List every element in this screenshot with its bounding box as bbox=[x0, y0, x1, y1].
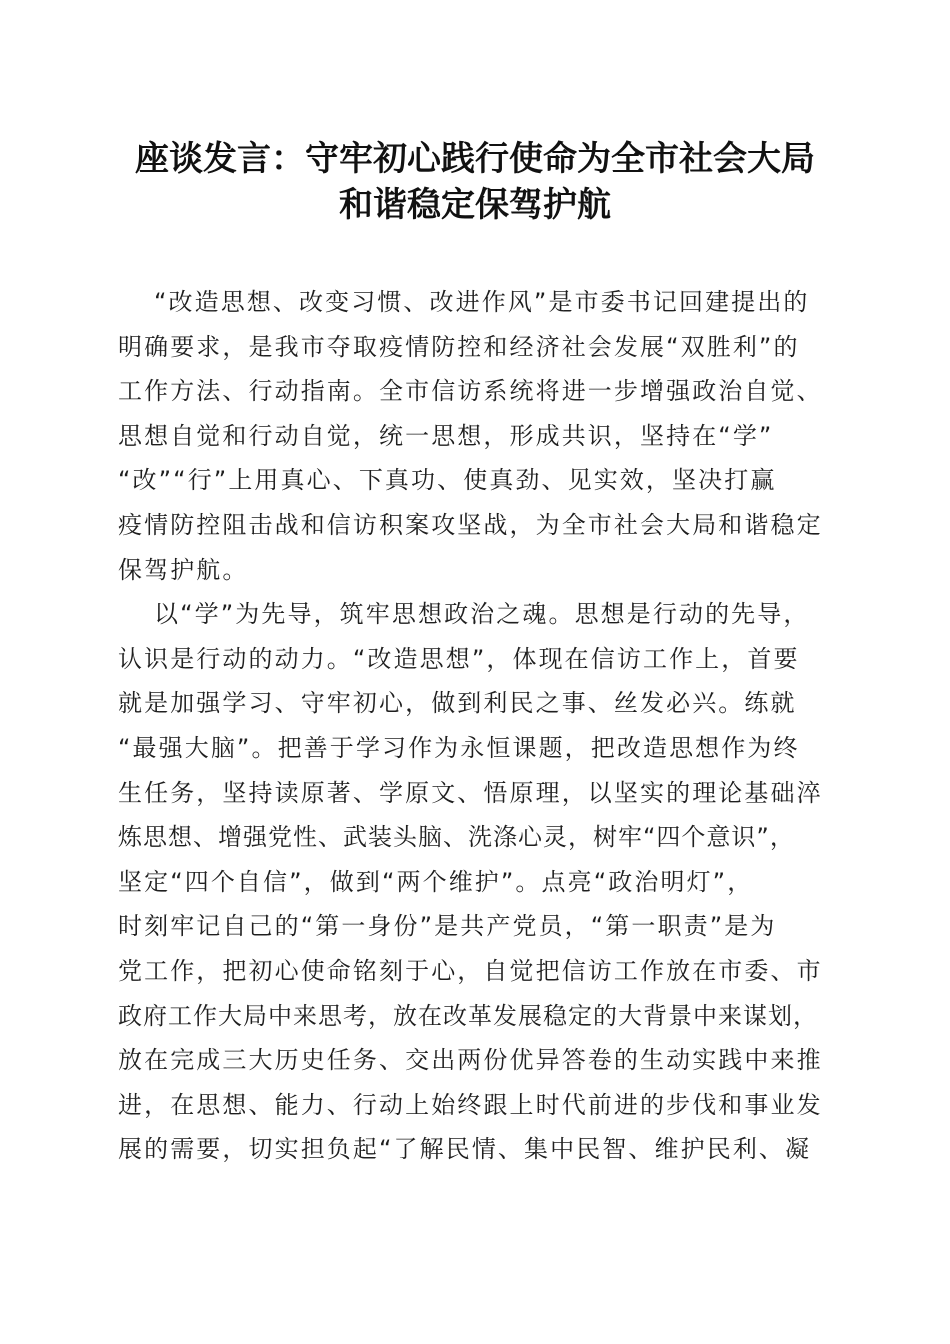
text-line: “改”“行”上用真心、下真功、使真劲、见实效，坚决打赢 bbox=[118, 466, 777, 495]
title-line-2: 和谐稳定保驾护航 bbox=[339, 185, 611, 225]
text-line: 坚定“四个自信”，做到“两个维护”。点亮“政治明灯”， bbox=[118, 867, 754, 896]
text-line: “最强大脑”。把善于学习作为永恒课题，把改造思想作为终 bbox=[118, 733, 800, 762]
title-line-1: 座谈发言：守牢初心践行使命为全市社会大局 bbox=[135, 139, 815, 179]
document-body bbox=[118, 280, 830, 1172]
text-line: 明确要求，是我市夺取疫情防控和经济社会发展“双胜利”的 bbox=[118, 332, 800, 361]
text-line: 进，在思想、能力、行动上始终跟上时代前进的步伐和事业发 bbox=[118, 1090, 823, 1119]
paragraph-2 bbox=[118, 592, 830, 1172]
text-line: 工作方法、行动指南。全市信访系统将进一步增强政治自觉、 bbox=[118, 377, 823, 406]
text-line: 以“学”为先导，筑牢思想政治之魂。思想是行动的先导， bbox=[154, 600, 810, 629]
text-line: 保驾护航。 bbox=[118, 555, 249, 584]
text-line: 政府工作大局中来思考，放在改革发展稳定的大背景中来谋划， bbox=[118, 1001, 818, 1030]
text-line: 时刻牢记自己的“第一身份”是共产党员，“第一职责”是为 bbox=[118, 912, 777, 941]
text-line: 就是加强学习、守牢初心，做到利民之事、丝发必兴。练就 bbox=[118, 689, 797, 718]
text-line: 疫情防控阻击战和信访积案攻坚战，为全市社会大局和谐稳定 bbox=[118, 510, 823, 539]
text-line: “改造思想、改变习惯、改进作风”是市委书记回建提出的 bbox=[154, 288, 810, 316]
text-line: 放在完成三大历史任务、交出两份优异答卷的生动实践中来推 bbox=[118, 1046, 823, 1075]
text-line: 党工作，把初心使命铭刻于心，自觉把信访工作放在市委、市 bbox=[118, 956, 823, 985]
text-line: 认识是行动的动力。“改造思想”，体现在信访工作上，首要 bbox=[118, 644, 800, 673]
text-line: 思想自觉和行动自觉，统一思想，形成共识，坚持在“学” bbox=[118, 421, 774, 450]
paragraph-1 bbox=[118, 280, 830, 592]
text-line: 炼思想、增强党性、武装头脑、洗涤心灵，树牢“四个意识”， bbox=[118, 823, 795, 852]
document-title bbox=[100, 136, 850, 228]
text-line: 生任务，坚持读原著、学原文、悟原理，以坚实的理论基础淬 bbox=[118, 778, 823, 807]
text-line: 展的需要，切实担负起“了解民情、集中民智、维护民利、凝 bbox=[118, 1135, 812, 1164]
